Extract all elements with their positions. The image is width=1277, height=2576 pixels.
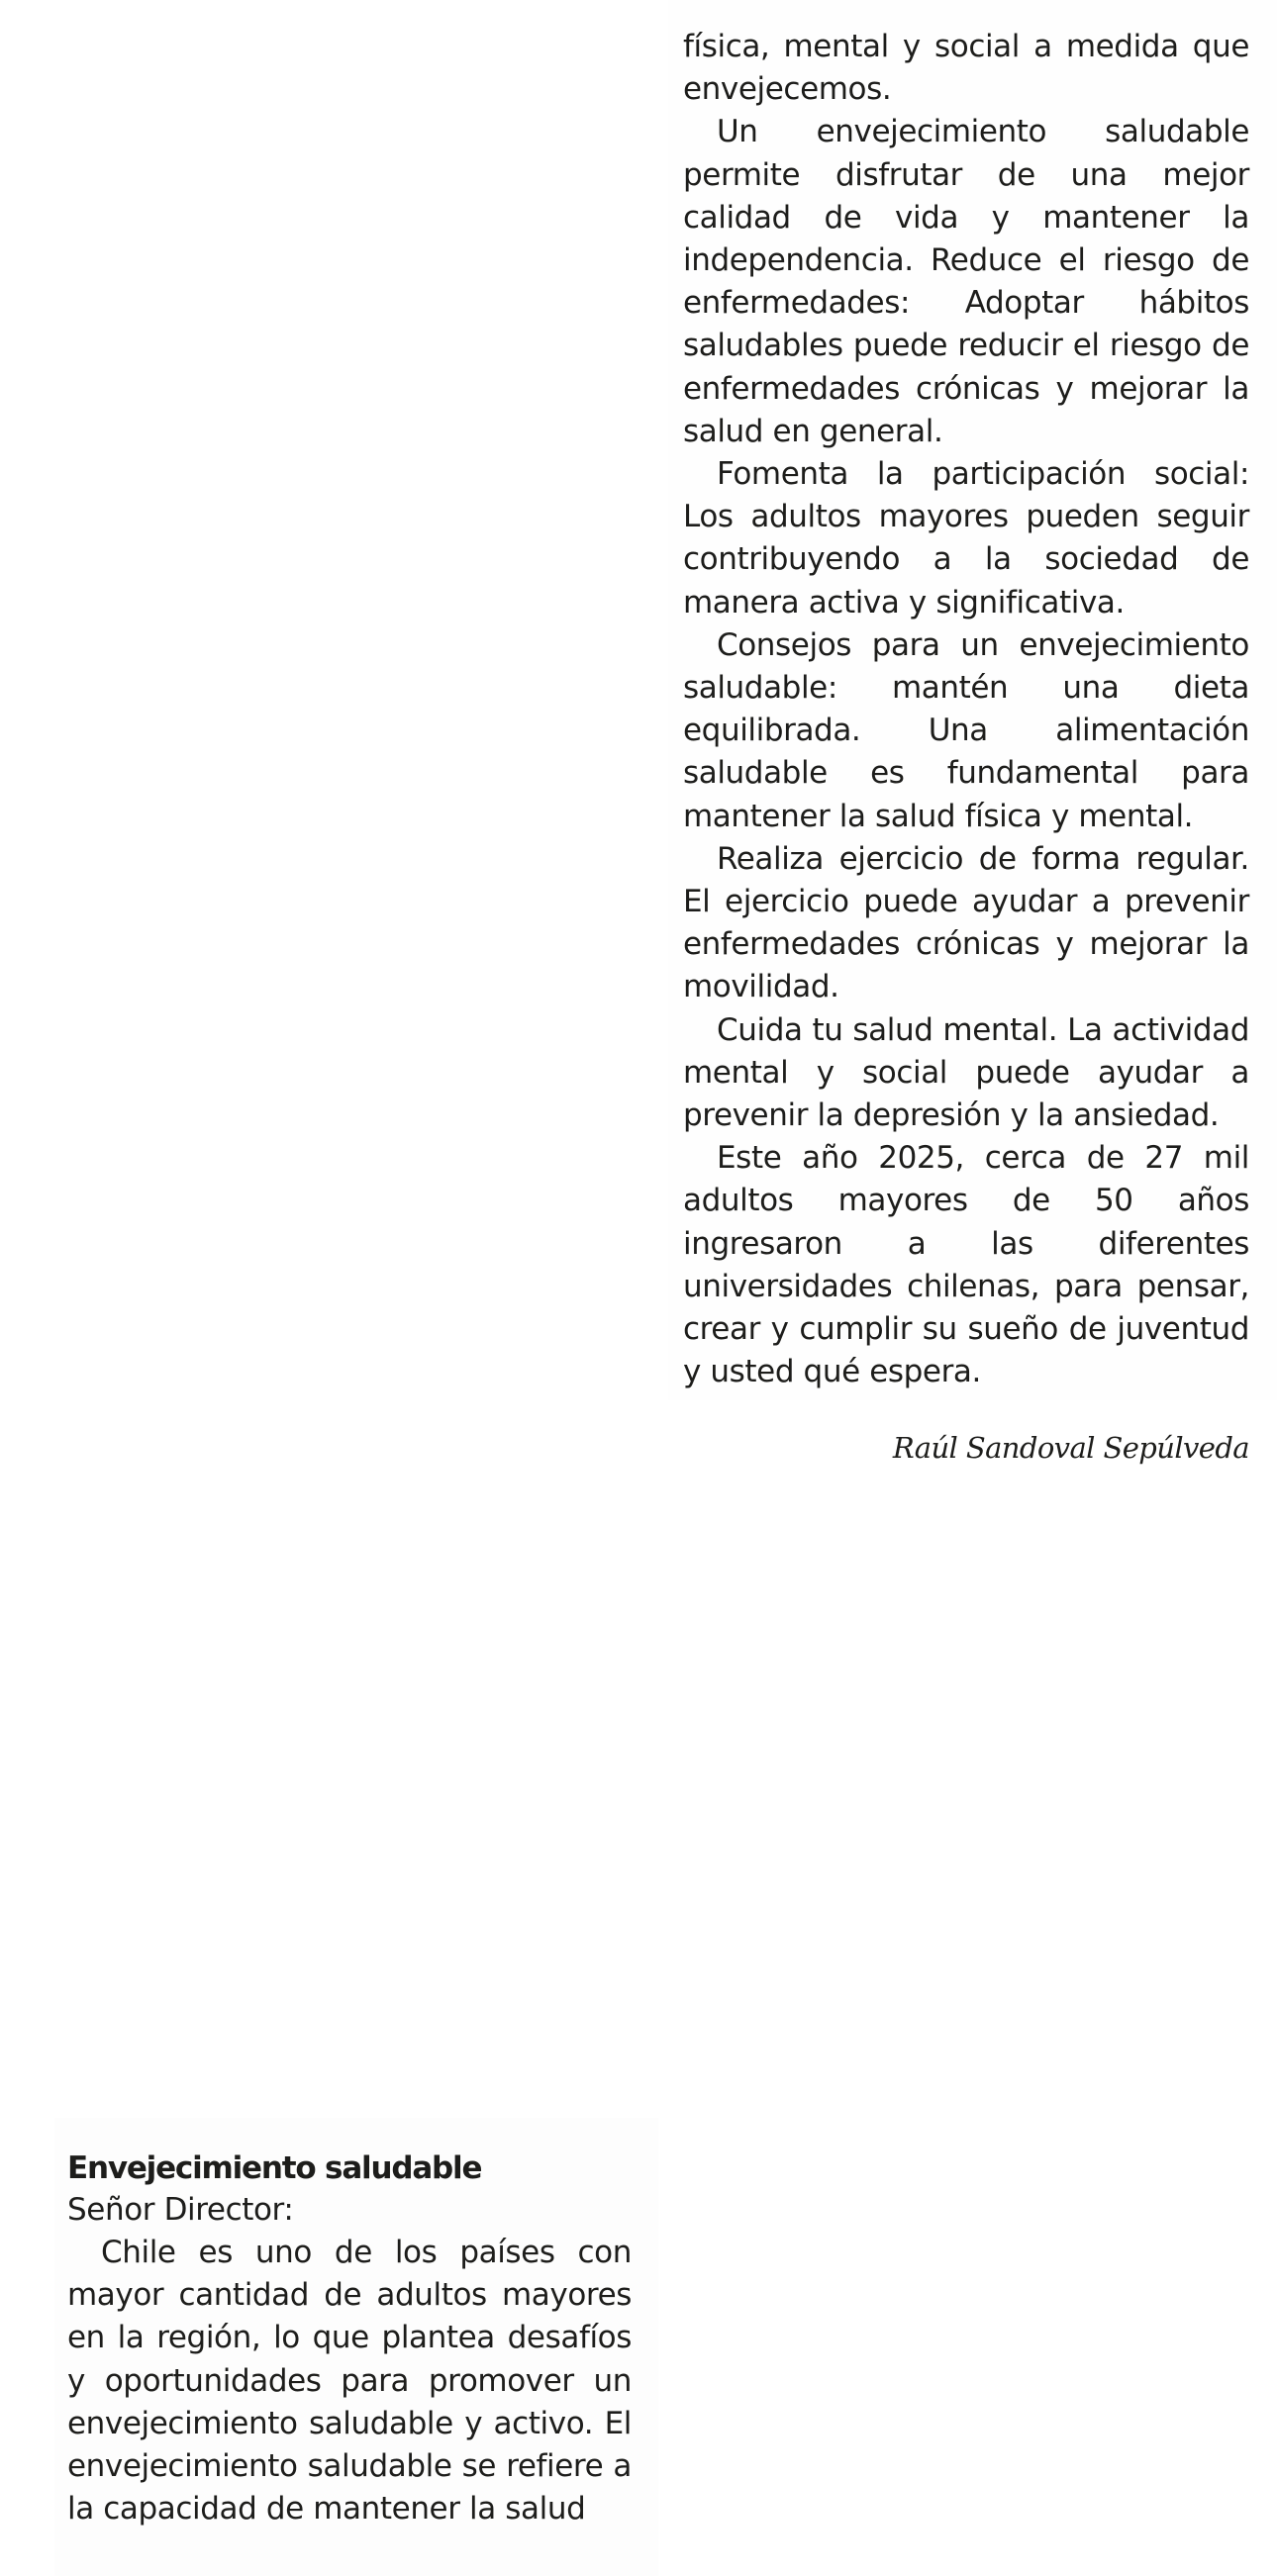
paragraph: Este año 2025, cerca de 27 mil adultos mayores de 50 años ingresaron a las diferentes universidades chilenas, para pensar, crear y cumplir su sueño de juventud y usted qué espera. [683,1140,1249,1390]
paragraph: Realiza ejercicio de forma regular. El ejercicio puede ayudar a prevenir enfermedades crónicas y mejorar la movilidad. [683,840,1249,1005]
paragraph: Un envejecimiento saludable permite disfrutar de una mejor calidad de vida y mantener la independencia. Reduce el riesgo de enfermedades: Adoptar hábitos saludables puede reducir el riesgo de enfermedades crónicas y mejorar la salud en general. [683,114,1249,449]
paragraph: Consejos para un envejecimiento saludable: mantén una dieta equilibrada. Una alimentación saludable es fundamental para mantener la salud física y mental. [683,626,1249,834]
letter-continuation-column [668,0,1277,1465]
letter-continuation-body [683,26,1249,1470]
letter-start-body [67,2147,632,2530]
paragraph: Fomenta la participación social: Los adultos mayores pueden seguir contribuyendo a la sociedad de manera activa y significativa. [683,456,1249,620]
salutation: Señor Director: [67,2192,294,2228]
paragraph: Cuida tu salud mental. La actividad mental y social puede ayudar a prevenir la depresión y la ansiedad. [683,1011,1249,1134]
author-signature: Raúl Sandoval Sepúlveda [892,1430,1249,1465]
letter-start-column [54,2118,658,2576]
letter-headline: Envejecimiento saludable [67,2150,482,2186]
paragraph: Chile es uno de los países con mayor cantidad de adultos mayores en la región, lo que plantea desafíos y oportunidades para promover un envejecimiento saludable y activo. El envejecimiento saludable se refiere a la capacidad de mantener la salud [67,2235,632,2528]
paragraph: física, mental y social a medida que envejecemos. [683,29,1249,108]
